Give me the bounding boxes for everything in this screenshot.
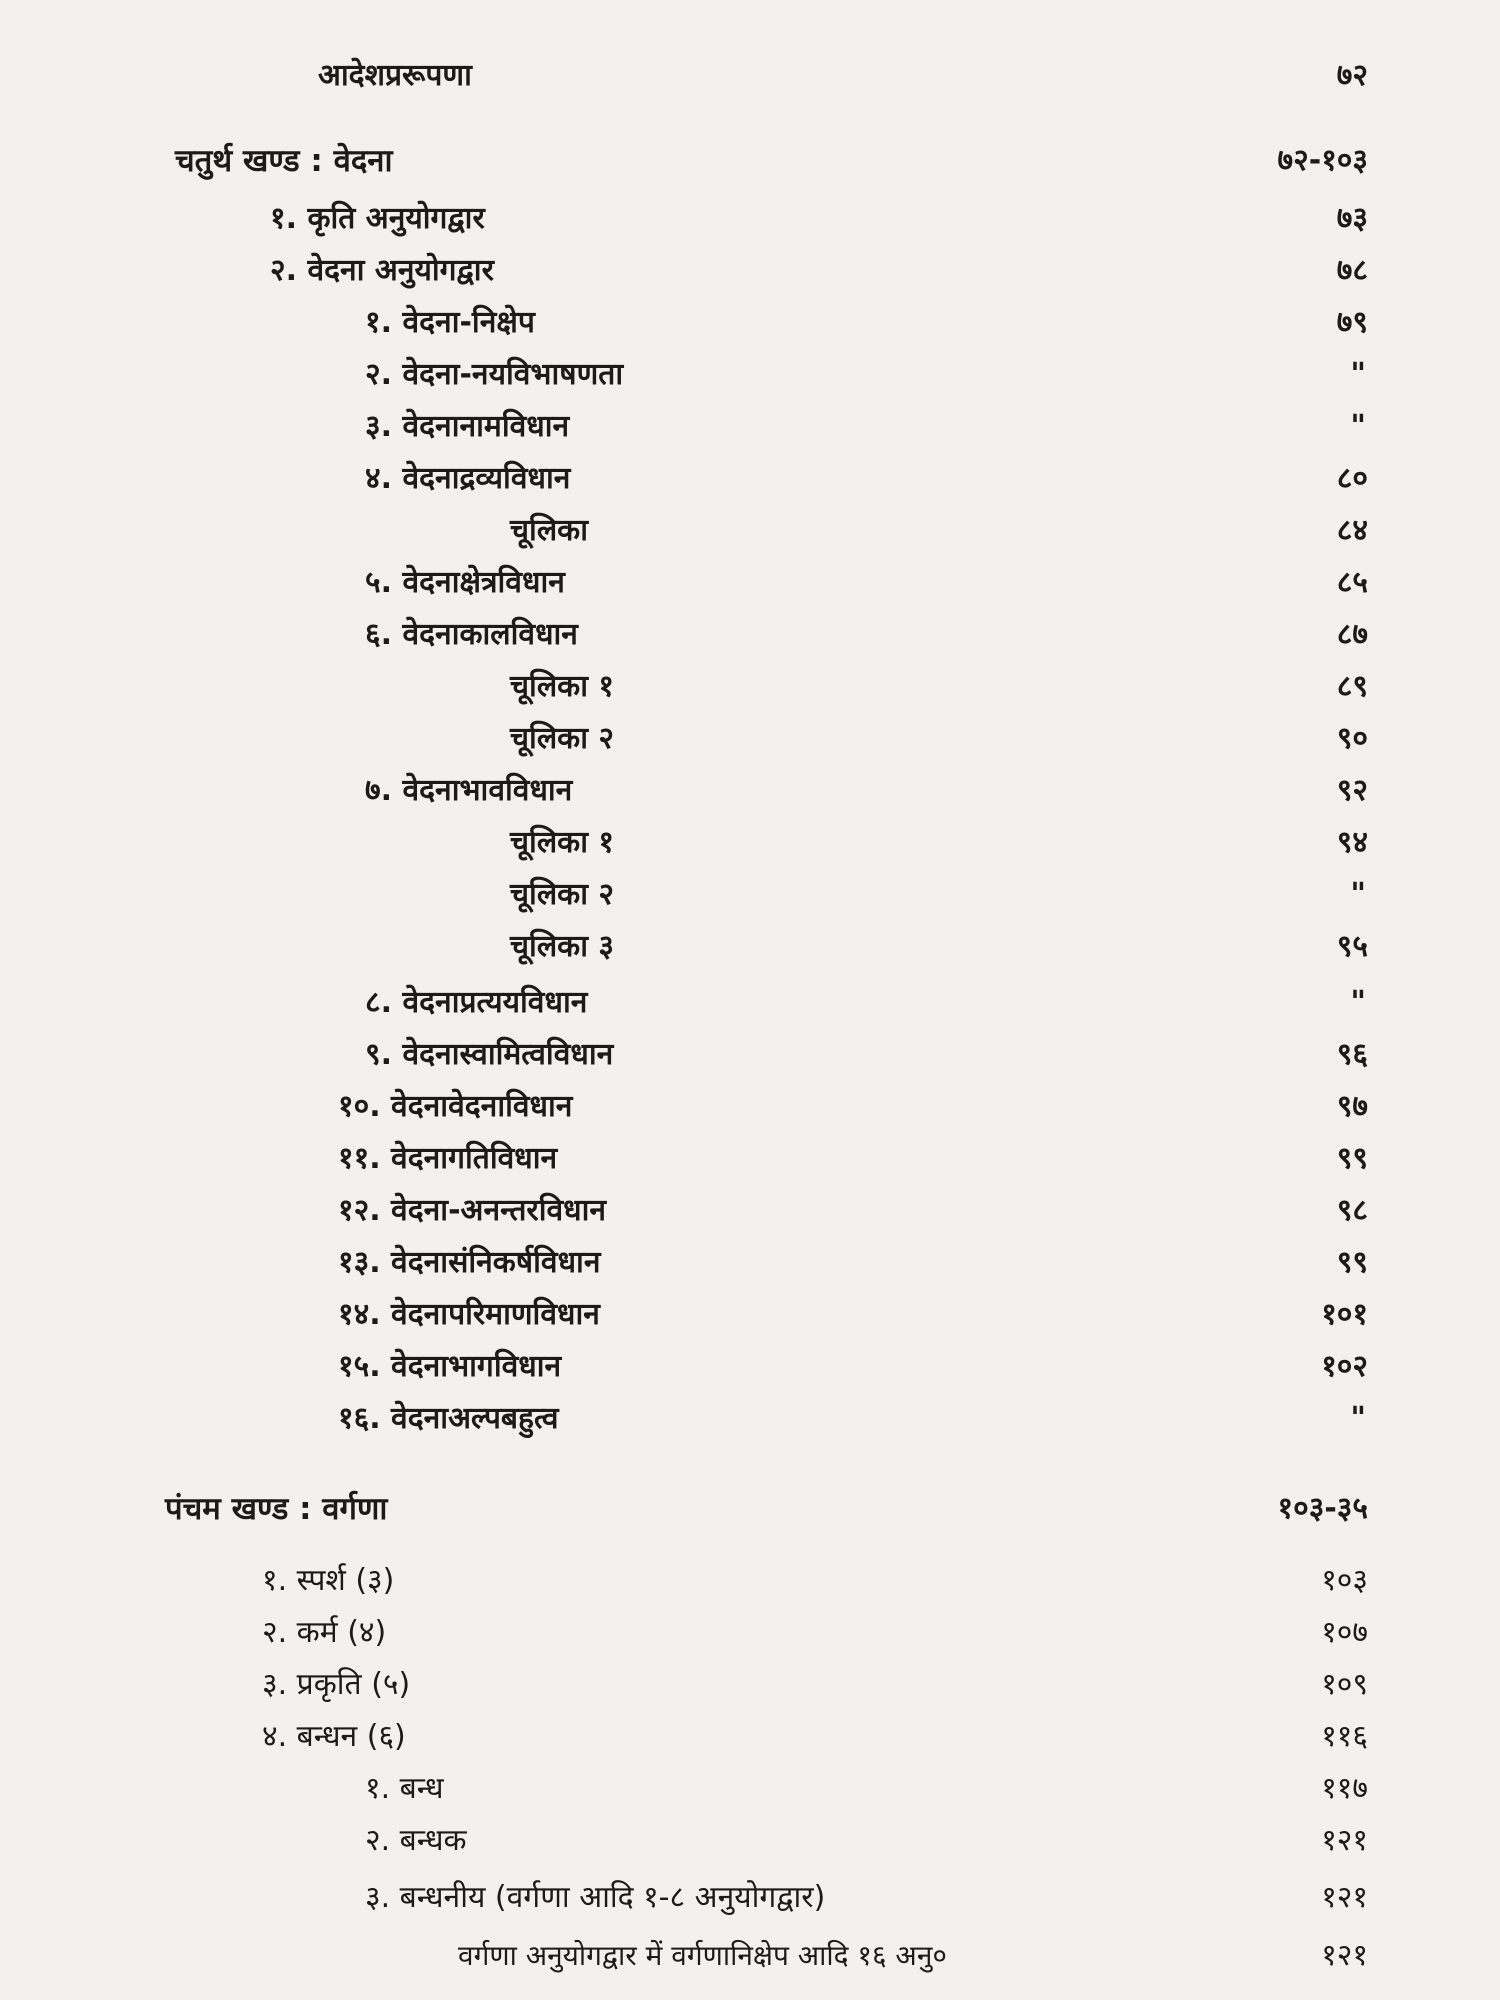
toc-entry-page: १२१ xyxy=(1321,1823,1368,1858)
toc-entry xyxy=(0,1133,1500,1185)
toc-entry-page: १०७ xyxy=(1321,1615,1368,1650)
toc-entry-page: ७३ xyxy=(1336,201,1368,236)
toc-entry-page-ditto: " xyxy=(1350,357,1368,392)
toc-section-heading-vedana xyxy=(0,135,1500,187)
toc-entry xyxy=(0,1607,1500,1659)
toc-entry xyxy=(0,661,1500,713)
toc-entry xyxy=(0,817,1500,869)
toc-entry-page: ८७ xyxy=(1336,617,1368,652)
toc-entry xyxy=(0,1341,1500,1393)
toc-entry xyxy=(0,1555,1500,1607)
toc-entry xyxy=(0,557,1500,609)
toc-entry-page-ditto: " xyxy=(1350,409,1368,444)
toc-entry xyxy=(0,297,1500,349)
toc-entry-label: १. कृति अनुयोगद्वार xyxy=(270,201,485,236)
toc-entry-page: ७८ xyxy=(1336,253,1368,288)
toc-entry-page: १०९ xyxy=(1321,1667,1368,1702)
toc-section-heading-vargana xyxy=(0,1483,1500,1535)
toc-entry-label: १६. वेदनाअल्पबहुत्व xyxy=(338,1401,559,1436)
toc-entry xyxy=(0,1930,1500,1982)
toc-entry xyxy=(0,1763,1500,1815)
toc-entry xyxy=(0,921,1500,973)
toc-entry-adesh-prarupana xyxy=(0,50,1500,102)
toc-entry-label: २. वेदना-नयविभाषणता xyxy=(365,357,624,392)
toc-entry-page: ९९ xyxy=(1336,1141,1368,1176)
toc-entry-label: वर्गणा अनुयोगद्वार में वर्गणानिक्षेप आदि १६ अनु० xyxy=(458,1939,947,1972)
toc-entry-label: चूलिका २ xyxy=(510,877,615,912)
toc-entry-page: ९५ xyxy=(1336,929,1368,964)
toc-entry xyxy=(0,401,1500,453)
toc-entry-label: ५. वेदनाक्षेत्रविधान xyxy=(365,565,565,600)
toc-entry-page: ८४ xyxy=(1336,513,1368,548)
toc-entry-page: ७९ xyxy=(1336,305,1368,340)
toc-entry-page: १२१ xyxy=(1321,1880,1368,1915)
toc-entry-label: १०. वेदनावेदनाविधान xyxy=(338,1089,573,1124)
toc-entry xyxy=(0,193,1500,245)
toc-entry-label: ११. वेदनागतिविधान xyxy=(338,1141,558,1176)
toc-entry-page: १०१ xyxy=(1321,1297,1368,1332)
toc-entry-label: चूलिका xyxy=(510,513,588,548)
toc-entry-page-ditto: " xyxy=(1350,985,1368,1020)
toc-entry xyxy=(0,1029,1500,1081)
toc-entry-page: ८९ xyxy=(1336,669,1368,704)
toc-entry xyxy=(0,1289,1500,1341)
toc-entry-label: ९. वेदनास्वामित्वविधान xyxy=(365,1037,614,1072)
toc-entry-label: १. वेदना-निक्षेप xyxy=(365,305,535,340)
toc-entry-page-ditto: " xyxy=(1350,1401,1368,1436)
toc-section-title: चतुर्थ खण्ड : वेदना xyxy=(175,143,393,179)
toc-entry xyxy=(0,1659,1500,1711)
toc-entry-label: १. बन्ध xyxy=(365,1771,444,1806)
toc-entry-label: १४. वेदनापरिमाणविधान xyxy=(338,1297,600,1332)
toc-entry-page: ९६ xyxy=(1336,1037,1368,1072)
toc-section-title: पंचम खण्ड : वर्गणा xyxy=(165,1491,388,1527)
toc-section-page-range: १०३-३५ xyxy=(1277,1491,1368,1526)
toc-entry xyxy=(0,1185,1500,1237)
toc-entry xyxy=(0,1237,1500,1289)
toc-entry-label: चूलिका ३ xyxy=(510,929,615,964)
toc-entry xyxy=(0,609,1500,661)
toc-entry-page: ९२ xyxy=(1336,773,1368,808)
toc-entry-label: ६. वेदनाकालविधान xyxy=(365,617,578,652)
toc-entry-label: ३. प्रकृति (५) xyxy=(262,1667,411,1702)
toc-entry-page: ९९ xyxy=(1336,1245,1368,1280)
toc-entry xyxy=(0,765,1500,817)
toc-entry-page-ditto: " xyxy=(1350,877,1368,912)
toc-entry-page: ९७ xyxy=(1336,1089,1368,1124)
toc-entry-page: ७२ xyxy=(1336,58,1368,93)
toc-entry-page: ११६ xyxy=(1321,1719,1368,1754)
toc-entry-page: १०३ xyxy=(1321,1563,1368,1598)
toc-entry-page: ९४ xyxy=(1336,825,1368,860)
toc-entry xyxy=(0,349,1500,401)
toc-entry-label: ३. बन्धनीय (वर्गणा आदि १-८ अनुयोगद्वार) xyxy=(365,1880,826,1915)
toc-entry-label: २. वेदना अनुयोगद्वार xyxy=(270,253,494,288)
toc-entry-label: चूलिका १ xyxy=(510,825,615,860)
toc-entry-label: चूलिका १ xyxy=(510,669,615,704)
toc-entry-label: २. कर्म (४) xyxy=(262,1615,387,1650)
toc-entry-page: ८० xyxy=(1336,461,1368,496)
toc-entry xyxy=(0,1815,1500,1867)
toc-entry-label: १५. वेदनाभागविधान xyxy=(338,1349,562,1384)
toc-entry xyxy=(0,1081,1500,1133)
toc-entry xyxy=(0,453,1500,505)
toc-entry-label: ७. वेदनाभावविधान xyxy=(365,773,573,808)
toc-entry-label: ८. वेदनाप्रत्ययविधान xyxy=(365,985,588,1020)
toc-entry-label: चूलिका २ xyxy=(510,721,615,756)
toc-entry xyxy=(0,505,1500,557)
toc-entry xyxy=(0,1872,1500,1924)
toc-entry xyxy=(0,713,1500,765)
toc-entry-label: ४. बन्धन (६) xyxy=(262,1719,406,1754)
toc-entry-label: १२. वेदना-अनन्तरविधान xyxy=(338,1193,607,1228)
toc-entry xyxy=(0,869,1500,921)
toc-entry xyxy=(0,245,1500,297)
toc-entry xyxy=(0,977,1500,1029)
toc-entry-label: ४. वेदनाद्रव्यविधान xyxy=(365,461,571,496)
toc-entry-label: आदेशप्ररूपणा xyxy=(318,58,472,93)
toc-entry-page: ११७ xyxy=(1321,1771,1368,1806)
toc-entry xyxy=(0,1393,1500,1445)
toc-entry-page: ९८ xyxy=(1336,1193,1368,1228)
toc-entry-label: १. स्पर्श (३) xyxy=(262,1563,395,1598)
toc-entry-page: १२१ xyxy=(1321,1938,1368,1973)
toc-entry-label: २. बन्धक xyxy=(365,1823,467,1858)
toc-entry-page: ९० xyxy=(1336,721,1368,756)
toc-section-page-range: ७२-१०३ xyxy=(1277,143,1368,178)
toc-entry-label: १३. वेदनासंनिकर्षविधान xyxy=(338,1245,601,1280)
toc-entry-label: ३. वेदनानामविधान xyxy=(365,409,570,444)
toc-entry xyxy=(0,1711,1500,1763)
toc-entry-page: ८५ xyxy=(1336,565,1368,600)
toc-entry-page: १०२ xyxy=(1321,1349,1368,1384)
